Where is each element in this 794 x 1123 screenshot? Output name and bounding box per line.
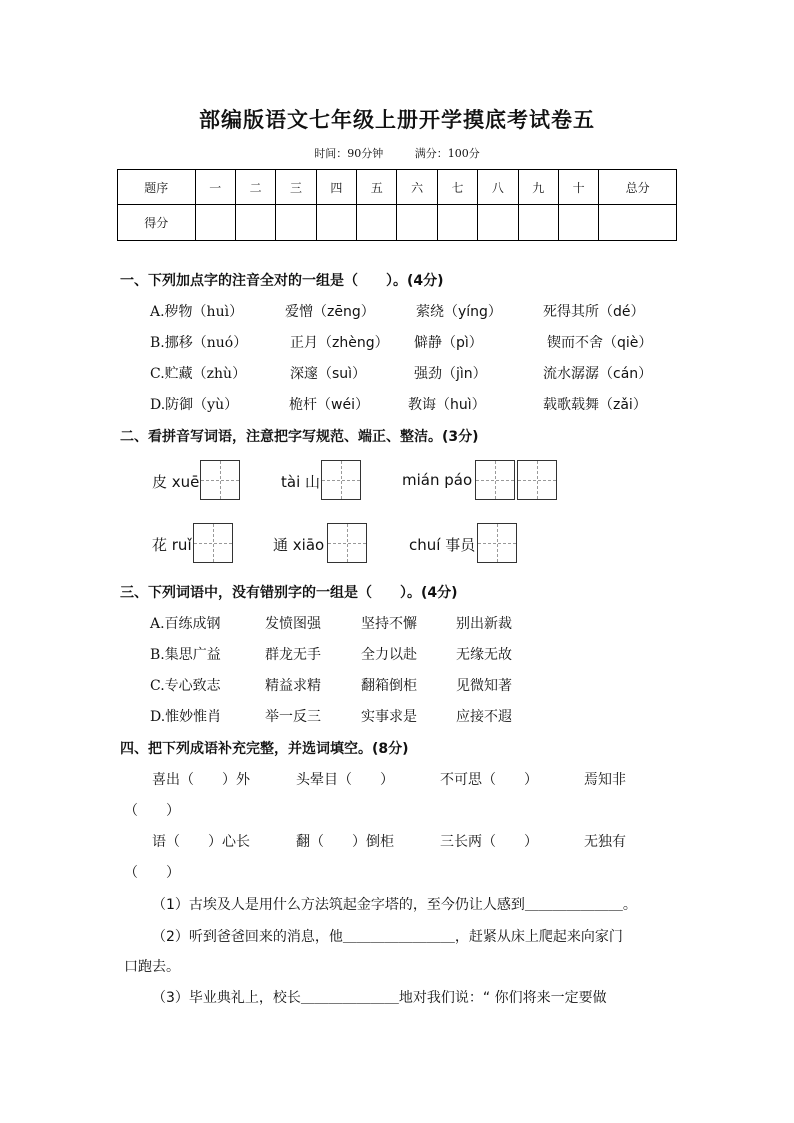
q3-option: A.百练成钢 (150, 616, 221, 632)
q3-option: 全力以赴 (361, 647, 417, 663)
q3-stem: 三、下列词语中，没有错别字的一组是（ ）。(4分) (120, 585, 458, 601)
q4-sentence-1: （1）古埃及人是用什么方法筑起金字塔的，至今仍让人感到＿＿＿＿＿＿＿。 (152, 897, 637, 913)
score-header-cell: 九 (518, 170, 558, 205)
q2-writing-box[interactable] (327, 523, 367, 563)
q4-idiom-cont: （ ） (124, 865, 180, 881)
q1-option: 桅杆（wéi） (289, 397, 369, 413)
exam-time: 时间：90分钟 (314, 147, 384, 160)
score-header-cell: 八 (478, 170, 518, 205)
q4-stem: 四、把下列成语补充完整，并选词填空。(8分) (120, 741, 409, 757)
q2-pinyin-item: chuí 事员 (409, 536, 476, 554)
score-input-cell[interactable] (518, 205, 558, 241)
score-input-cell[interactable] (276, 205, 316, 241)
q1-stem: 一、下列加点字的注音全对的一组是（ ）。(4分) (120, 273, 444, 289)
q3-option: C.专心致志 (150, 678, 221, 694)
q4-sentence-2-cont: 口跑去。 (124, 959, 180, 975)
q1-option: 深邃（suì） (290, 366, 367, 382)
q1-option: 教诲（huì） (408, 397, 486, 413)
q3-option: 无缘无故 (456, 647, 512, 663)
q3-option: 应接不遐 (456, 709, 512, 725)
score-header-cell: 一 (195, 170, 235, 205)
q4-idiom-cont: （ ） (124, 803, 180, 819)
q4-idiom: 语（ ）心长 (152, 834, 250, 850)
q1-option: D.防御（yù） (150, 397, 239, 413)
score-header-cell: 二 (235, 170, 275, 205)
score-input-cell[interactable] (558, 205, 598, 241)
q3-option: 群龙无手 (265, 647, 321, 663)
score-input-cell[interactable] (437, 205, 477, 241)
q1-option: 萦绕（yíng） (416, 304, 502, 320)
score-table-header-row (118, 170, 677, 205)
q2-writing-box[interactable] (477, 523, 517, 563)
q3-option: 实事求是 (361, 709, 417, 725)
q1-option: 流水潺潺（cán） (543, 366, 653, 382)
q4-idiom: 头晕目（ ） (296, 772, 394, 788)
exam-score: 满分：100分 (414, 147, 480, 160)
score-row-label: 得分 (118, 205, 196, 241)
q4-idiom: 三长两（ ） (440, 834, 538, 850)
score-header-cell: 六 (397, 170, 437, 205)
page-title: 部编版语文七年级上册开学摸底考试卷五 (199, 108, 595, 132)
q1-option: 强劲（jìn） (414, 366, 487, 382)
q3-option: 翻箱倒柜 (361, 678, 417, 694)
q2-pinyin-item: tài 山 (281, 473, 321, 491)
q1-option: 载歌载舞（zǎi） (543, 397, 647, 413)
q3-option: 坚持不懈 (361, 616, 417, 632)
q3-option: 精益求精 (265, 678, 321, 694)
q2-pinyin-item: mián páo (402, 471, 473, 489)
q1-option: C.贮藏（zhù） (150, 366, 247, 382)
q3-option: D.惟妙惟肖 (150, 709, 222, 725)
score-input-cell[interactable] (316, 205, 356, 241)
q3-option: 发愤图强 (265, 616, 321, 632)
q2-pinyin-item: 皮 xuē (152, 473, 200, 491)
score-header-cell: 题序 (118, 170, 196, 205)
score-table (117, 169, 677, 241)
q1-option: A.秽物（huì） (150, 304, 244, 320)
q4-sentence-3: （3）毕业典礼上，校长＿＿＿＿＿＿＿地对我们说：“ 你们将来一定要做 (152, 990, 607, 1006)
q4-sentence-2: （2）听到爸爸回来的消息，他＿＿＿＿＿＿＿＿，赶紧从床上爬起来向家门 (152, 929, 623, 945)
q1-option: 爱憎（zēng） (285, 304, 375, 320)
q4-idiom: 不可思（ ） (440, 772, 538, 788)
score-table-score-row (118, 205, 677, 241)
q3-option: 举一反三 (265, 709, 321, 725)
q2-stem: 二、看拼音写词语，注意把字写规范、端正、整洁。(3分) (120, 429, 479, 445)
score-input-cell[interactable] (357, 205, 397, 241)
q4-idiom: 翻（ ）倒柜 (296, 834, 394, 850)
q1-option: 死得其所（dé） (543, 304, 645, 320)
q2-writing-box[interactable] (475, 460, 515, 500)
score-input-cell[interactable] (397, 205, 437, 241)
q4-idiom: 喜出（ ）外 (152, 772, 250, 788)
q1-option: 僻静（pì） (414, 335, 483, 351)
score-header-cell: 三 (276, 170, 316, 205)
score-header-cell: 十 (558, 170, 598, 205)
q2-writing-box[interactable] (193, 523, 233, 563)
score-input-cell[interactable] (235, 205, 275, 241)
q4-idiom: 无独有 (584, 834, 626, 850)
q2-pinyin-item: 花 ruǐ (152, 536, 192, 554)
q1-option: 锲而不舍（qiè） (547, 335, 653, 351)
score-input-cell[interactable] (195, 205, 235, 241)
q3-option: B.集思广益 (150, 647, 221, 663)
q3-option: 见微知著 (456, 678, 512, 694)
score-header-cell: 总分 (599, 170, 677, 205)
exam-meta (0, 145, 794, 161)
score-input-cell[interactable] (599, 205, 677, 241)
q2-writing-box[interactable] (200, 460, 240, 500)
q4-idiom: 焉知非 (584, 772, 626, 788)
score-header-cell: 七 (437, 170, 477, 205)
score-header-cell: 五 (357, 170, 397, 205)
q2-pinyin-item: 通 xiāo (273, 536, 325, 554)
q1-option: B.挪移（nuó） (150, 335, 248, 351)
q2-writing-box[interactable] (517, 460, 557, 500)
score-input-cell[interactable] (478, 205, 518, 241)
q3-option: 别出新裁 (456, 616, 512, 632)
score-header-cell: 四 (316, 170, 356, 205)
q2-writing-box[interactable] (321, 460, 361, 500)
q1-option: 正月（zhèng） (290, 335, 389, 351)
